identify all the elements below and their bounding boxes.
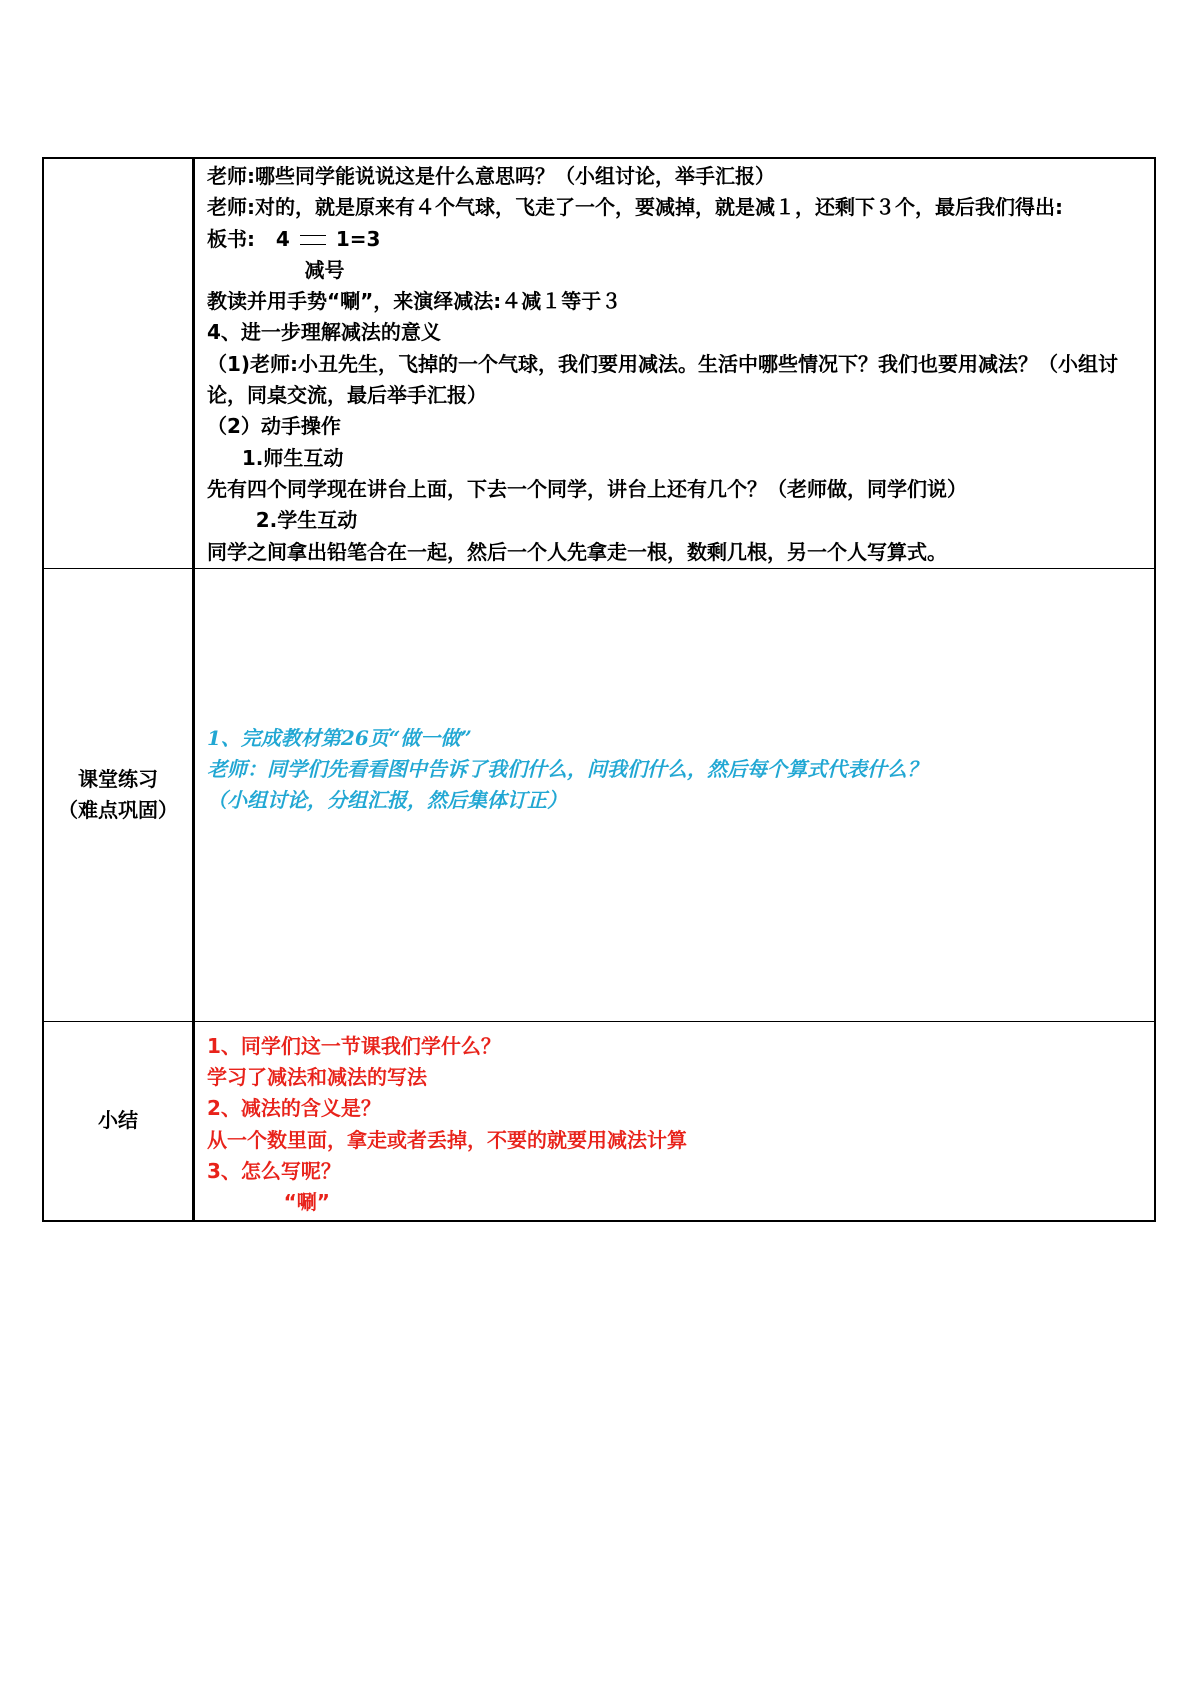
table-row-process <box>43 158 1155 568</box>
table-row-practice <box>43 568 1155 1021</box>
text-line: 2、减法的含义是？ <box>207 1096 381 1121</box>
table-row-summary <box>43 1021 1155 1221</box>
label-line: 课堂练习 <box>78 766 158 791</box>
text-line: 3、怎么写呢？ <box>207 1159 341 1184</box>
text-line: 1.师生互动 <box>207 445 344 470</box>
row-label-empty <box>43 158 194 568</box>
board-writing-line <box>207 224 1146 255</box>
text-line: 4、进一步理解减法的意义 <box>207 320 441 345</box>
text-line: 老师：同学们先看看图中告诉了我们什么，问我们什么，然后每个算式代表什么？ <box>207 757 927 782</box>
board-writing-left: 板书: 4 <box>207 226 290 251</box>
text-line: 先有四个同学现在讲台上面，下去一个同学，讲台上还有几个？（老师做，同学们说） <box>207 476 967 501</box>
board-writing-right: 1=3 <box>335 226 381 251</box>
text-line: 学习了减法和减法的写法 <box>207 1065 427 1090</box>
text-line: （2）动手操作 <box>207 414 341 439</box>
text-line: 2.学生互动 <box>207 508 358 533</box>
text-line: 1、同学们这一节课我们学什么？ <box>207 1033 501 1058</box>
lesson-plan-table <box>42 157 1156 1222</box>
text-line: “唰” <box>207 1190 330 1215</box>
minus-sign-icon <box>300 235 326 245</box>
text-paragraph: （1)老师:小丑先生，飞掉的一个气球，我们要用减法。生活中哪些情况下？我们也要用减法？（小组讨论，同桌交流，最后举手汇报） <box>207 351 1119 408</box>
text-line: 教读并用手势“唰”，来演绎减法:４减１等于３ <box>207 289 622 314</box>
text-line: 同学之间拿出铅笔合在一起，然后一个人先拿走一根，数剩几根，另一个人写算式。 <box>207 539 947 564</box>
label-line: 小结 <box>98 1108 138 1133</box>
row-content-process <box>194 158 1156 568</box>
text-line: 1、完成教材第26页“做一做” <box>207 725 472 750</box>
text-line: 减号 <box>207 257 345 282</box>
row-label-summary <box>43 1021 194 1221</box>
text-line: （小组讨论，分组汇报，然后集体订正） <box>207 788 567 813</box>
text-line: 老师:对的，就是原来有４个气球，飞走了一个，要减掉，就是减１，还剩下３个，最后我们得出: <box>207 195 1063 220</box>
label-line: （难点巩固） <box>58 797 178 822</box>
text-line: 从一个数里面，拿走或者丢掉，不要的就要用减法计算 <box>207 1127 687 1152</box>
row-content-summary <box>194 1021 1156 1221</box>
row-content-practice <box>194 568 1156 1021</box>
row-label-practice <box>43 568 194 1021</box>
text-line: 老师:哪些同学能说说这是什么意思吗？（小组讨论，举手汇报） <box>207 164 775 188</box>
